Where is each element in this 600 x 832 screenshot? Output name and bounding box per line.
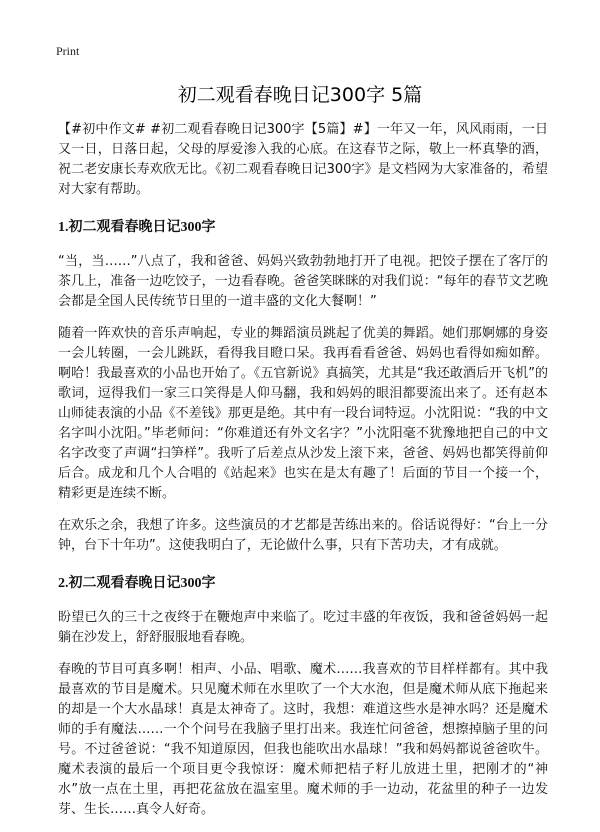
section-2 [58, 574, 548, 820]
paragraph: “当，当……”八点了，我和爸爸、妈妈兴致勃勃地打开了电视。把饺子摆在了客厅的茶几上，准备一边吃饺子，一边看春晚。爸爸笑眯眯的对我们说：“每年的春节文艺晚会都是全国人民传统节日里的一道丰盛的文化大餐啊！” [58, 254, 548, 309]
section-heading: 2.初二观看春晚日记300字 [58, 576, 216, 591]
intro-paragraph: 【#初中作文# #初二观看春晚日记300字【5篇】#】一年又一年，风风雨雨，一日又一日，日落日起，父母的厚爱渗入我的心底。在这春节之际，敬上一杯真挚的酒，祝二老安康长寿欢欣无比。《初二观看春晚日记300字》是文档网为大家准备的，希望对大家有帮助。 [58, 122, 548, 197]
paragraph: 随着一阵欢快的音乐声响起，专业的舞蹈演员跳起了优美的舞蹈。她们那婀娜的身姿一会儿转圈，一会儿跳跃，看得我目瞪口呆。我再看看爸爸、妈妈也看得如痴如醉。啊哈！我最喜欢的小品也开始了。《五官新说》真搞笑，尤其是“我还敢酒后开飞机”的歌词，逗得我们一家三口笑得是人仰马翻，我和妈妈的眼泪都要流出来了。还有赵本山师徒表演的小品《不差钱》那更是绝。其中有一段台词特逗。小沈阳说：“我的中文名字叫小沈阳。”毕老师问：“你难道还有外文名字？”小沈阳毫不犹豫地把自己的中文名字改变了声调“扫笋样”。我听了后差点从沙发上滚下来，爸爸、妈妈也都笑得前仰后合。成龙和几个人合唱的《站起来》也实在是太有趣了！后面的节目一个接一个，精彩更是连续不断。 [58, 326, 548, 501]
section-heading: 1.初二观看春晚日记300字 [58, 220, 216, 235]
section-1 [58, 218, 548, 556]
document-body [58, 120, 548, 832]
paragraph: 在欢乐之余，我想了许多。这些演员的才艺都是苦练出来的。俗话说得好：“台上一分钟，台下十年功”。这使我明白了，无论做什么事，只有下苦功夫，才有成就。 [58, 518, 548, 553]
document-title: 初二观看春晚日记300字 5篇 [177, 84, 423, 106]
paragraph: 春晚的节目可真多啊！相声、小品、唱歌、魔术……我喜欢的节目样样都有。其中我最喜欢的节目是魔术。只见魔术师在水里吹了一个大水泡，但是魔术师从底下拖起来的却是一个大水晶球！真是太神奇了。这时，我想：难道这些水是神水吗？还是魔术师的手有魔法……一个个问号在我脑子里打出来。我连忙问爸爸，想擦掉脑子里的问号。不过爸爸说：“我不知道原因，但我也能吹出水晶球！”我和妈妈都说爸爸吹牛。魔术表演的最后一个项目更令我惊讶：魔术师把桔子籽儿放进土里，把刚才的“神水”放一点在土里，再把花盆放在温室里。魔术师的手一边动，花盆里的种子一边发芽、生长……真令人好奇。 [58, 662, 548, 817]
paragraph: 盼望已久的三十之夜终于在鞭炮声中来临了。吃过丰盛的年夜饭，我和爸爸妈妈一起躺在沙发上，舒舒服服地看春晚。 [58, 610, 548, 645]
print-label: Print [56, 44, 80, 58]
